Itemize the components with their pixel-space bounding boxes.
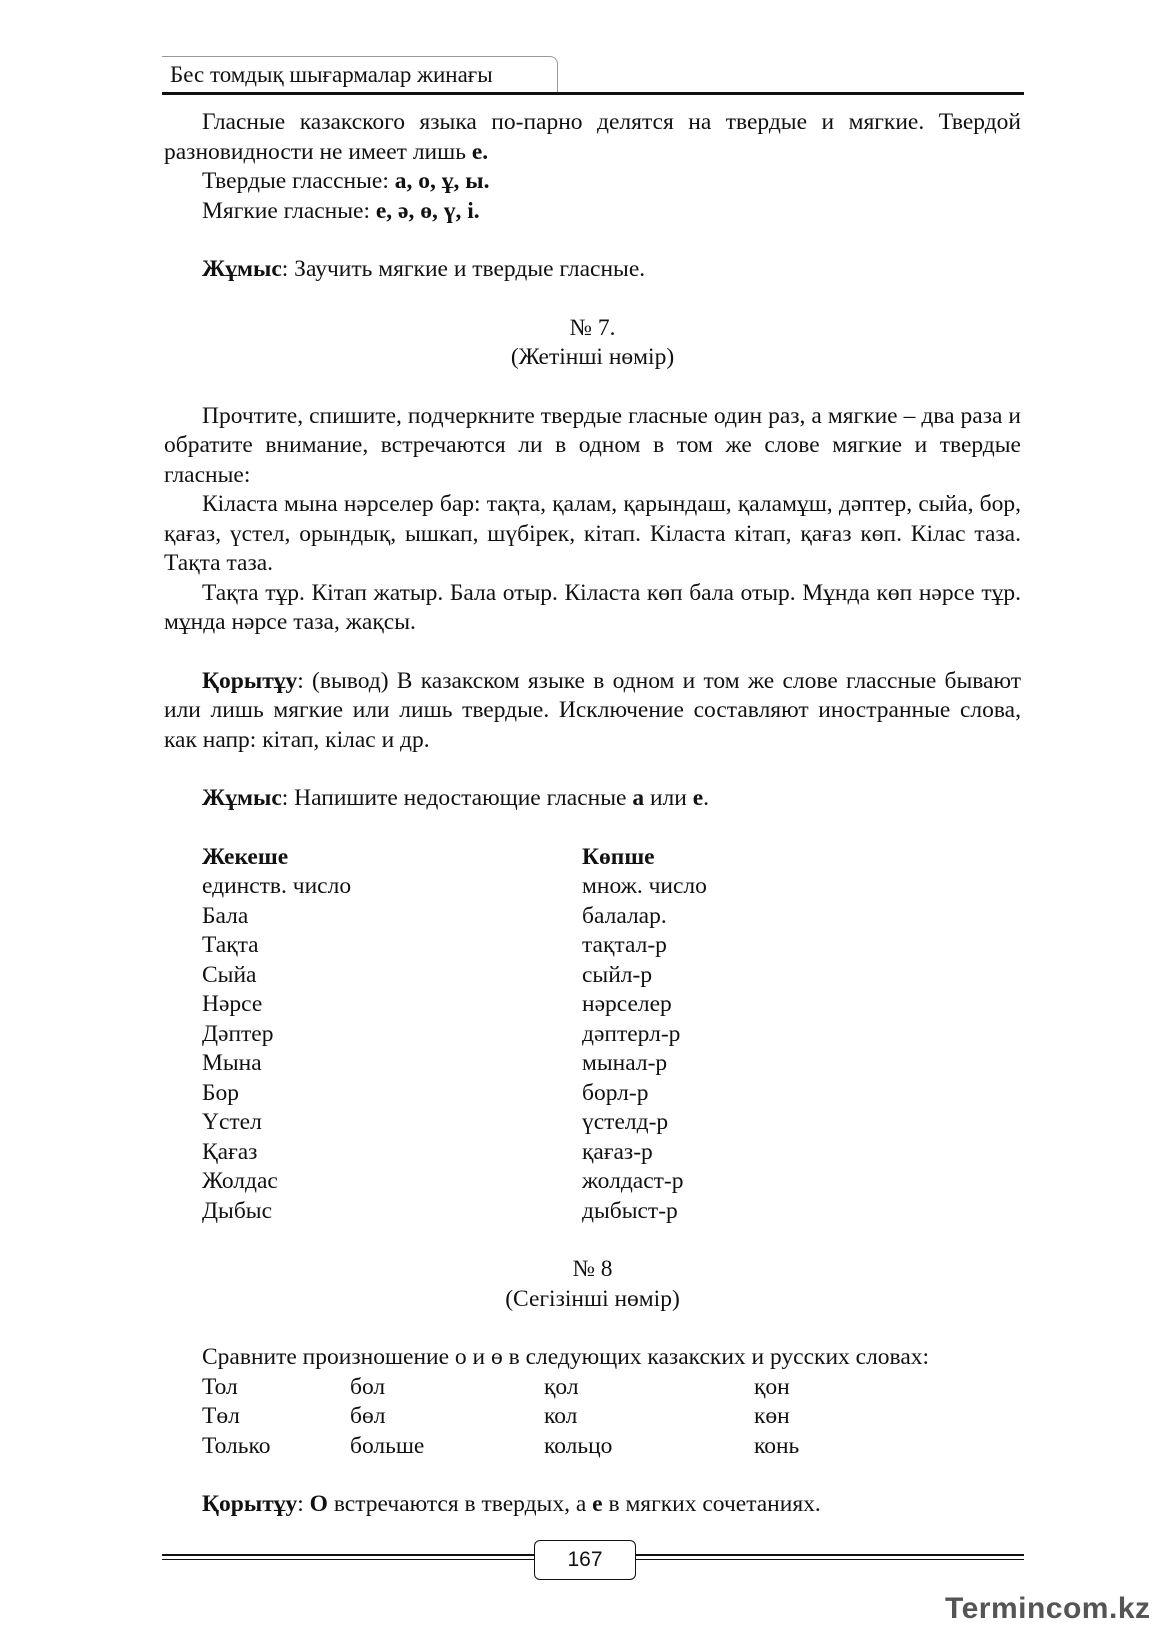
- watermark-logo: Termincom.kz: [945, 1592, 1151, 1625]
- hard-vowels-line: [164, 167, 1021, 197]
- table-cell: Жолдас: [202, 1168, 278, 1194]
- table-cell: Үстел: [202, 1109, 262, 1135]
- table-cell: мынал-р: [582, 1050, 668, 1076]
- compare-cell: көн: [754, 1403, 790, 1429]
- table-cell: Дыбыс: [202, 1197, 272, 1224]
- compare-table: [164, 1373, 1021, 1462]
- text: в мягких сочетаниях.: [608, 1491, 821, 1517]
- table-header-singular: Жекеше: [202, 843, 289, 870]
- compare-intro: Сравните произношение о и ө в следующих казакских и русских словах:: [202, 1344, 930, 1370]
- paragraph-kazakh-text-1: Кіласта мына нәрселер бар: тақта, қалам, қарындаш, қаламұш, дәптер, сыйа, бор, қағаз, үстел, орындық, ышкап, шүбірек, кітап. Кіласта кітап, қағаз көп. Кілас таза. Тақта таза.: [164, 491, 1021, 576]
- compare-cell: қон: [754, 1373, 790, 1400]
- compare-cell: конь: [754, 1432, 800, 1459]
- table-cell: Тақта: [202, 932, 259, 958]
- bold-text: а: [632, 785, 645, 811]
- paragraph-instructions: Прочтите, спишите, подчеркните твердые гласные один раз, а мягкие – два раза и обратите внимание, встречаются ли в одном в том же слове мягкие и твердые гласные:: [164, 402, 1021, 488]
- task-2: [164, 784, 1021, 814]
- table-cell: Мына: [202, 1050, 262, 1076]
- footer-rule-right: [636, 1554, 1024, 1556]
- compare-cell: Төл: [202, 1403, 240, 1429]
- table-cell: Сыйа: [202, 961, 257, 988]
- compare-cell: қол: [544, 1373, 579, 1400]
- table-cell: жолдаст-р: [582, 1168, 684, 1194]
- page-body: [164, 108, 1021, 1520]
- bold-text: е: [592, 1491, 603, 1517]
- table-cell: тақтал-р: [582, 932, 667, 958]
- compare-cell: Тол: [202, 1373, 238, 1400]
- section-7-subtitle: (Жетінші нөмір): [510, 344, 675, 370]
- label: Твердые глассные:: [202, 168, 389, 194]
- footer-rule-left-thin: [162, 1559, 534, 1560]
- table-cell: множ. число: [582, 873, 707, 899]
- section-7-number: № 7.: [569, 314, 616, 341]
- footer-rule-right-thin: [636, 1559, 1024, 1560]
- table-cell: сыйл-р: [582, 961, 653, 988]
- table-cell: Дәптер: [202, 1020, 274, 1047]
- table-cell: дыбыст-р: [582, 1197, 678, 1224]
- bold-text: Қорытұу: [202, 667, 298, 694]
- compare-cell: больше: [350, 1432, 425, 1459]
- table-header-plural: Көпше: [582, 843, 655, 870]
- text: : Напишите недостающие гласные: [281, 785, 627, 811]
- compare-cell: кол: [544, 1403, 578, 1429]
- page-number: 167: [534, 1540, 636, 1580]
- table-cell: Қағаз: [202, 1138, 258, 1165]
- text: Гласные казакского языка по-парно делятся на твердые и мягкие. Твердой разновидности не имеет лишь: [164, 109, 1021, 165]
- compare-cell: кольцо: [544, 1432, 613, 1459]
- table-cell: борл-р: [582, 1079, 649, 1106]
- bold-text: е: [692, 785, 704, 811]
- bold-text: Жұмыс: [202, 785, 282, 811]
- label: Мягкие гласные:: [202, 197, 370, 224]
- table-cell: единств. число: [202, 873, 352, 899]
- conclusion-2: [164, 1490, 1021, 1520]
- text: : (вывод) В казакском языке в одном и том же слове глассные бывают или лишь мягкие или лишь твердые. Исключение составляют иностранные слова, как напр: кітап, кілас и др.: [164, 667, 1021, 753]
- table-cell: Бор: [202, 1079, 239, 1106]
- table-cell: Бала: [202, 902, 249, 929]
- header-rule: [162, 92, 1024, 95]
- page-footer: [162, 1540, 1024, 1580]
- soft-vowels-line: [164, 197, 1021, 227]
- table-cell: нәрселер: [582, 991, 672, 1017]
- singular-plural-table: [164, 843, 1021, 1227]
- bold-text: а, о, ұ, ы.: [394, 168, 490, 194]
- table-cell: үстелд-р: [582, 1109, 669, 1135]
- compare-cell: бол: [350, 1373, 386, 1400]
- bold-text: О: [309, 1491, 328, 1517]
- bold-text: е.: [471, 138, 489, 165]
- text: или: [649, 785, 687, 811]
- paragraph-kazakh-text-2: Тақта тұр. Кітап жатыр. Бала отыр. Кіласта көп бала отыр. Мұнда көп нәрсе тұр. мұнда нәрсе таза, жақсы.: [164, 579, 1021, 635]
- table-cell: қағаз-р: [582, 1138, 653, 1165]
- footer-rule-left: [162, 1554, 534, 1556]
- text: встречаются в твердых, а: [333, 1491, 587, 1517]
- table-cell: дәптерл-р: [582, 1020, 681, 1047]
- conclusion-1: [164, 667, 1021, 756]
- text: : Заучить мягкие и твердые гласные.: [281, 256, 646, 282]
- table-cell: балалар.: [582, 902, 667, 929]
- section-8-subtitle: (Сегізінші нөмір): [505, 1285, 680, 1312]
- text: .: [703, 785, 710, 811]
- task-1: [164, 255, 1021, 285]
- bold-text: е, ә, ө, ү, і.: [375, 197, 480, 224]
- compare-cell: бөл: [350, 1403, 386, 1429]
- bold-text: Қорытұу: [202, 1491, 298, 1517]
- section-8-number: № 8: [572, 1256, 613, 1282]
- table-cell: Нәрсе: [202, 991, 263, 1017]
- compare-cell: Только: [202, 1432, 271, 1459]
- text: :: [297, 1491, 304, 1517]
- paragraph-vowels-intro: [164, 108, 1021, 167]
- running-header-title: Бес томдық шығармалар жинағы: [170, 62, 493, 87]
- bold-text: Жұмыс: [202, 256, 282, 282]
